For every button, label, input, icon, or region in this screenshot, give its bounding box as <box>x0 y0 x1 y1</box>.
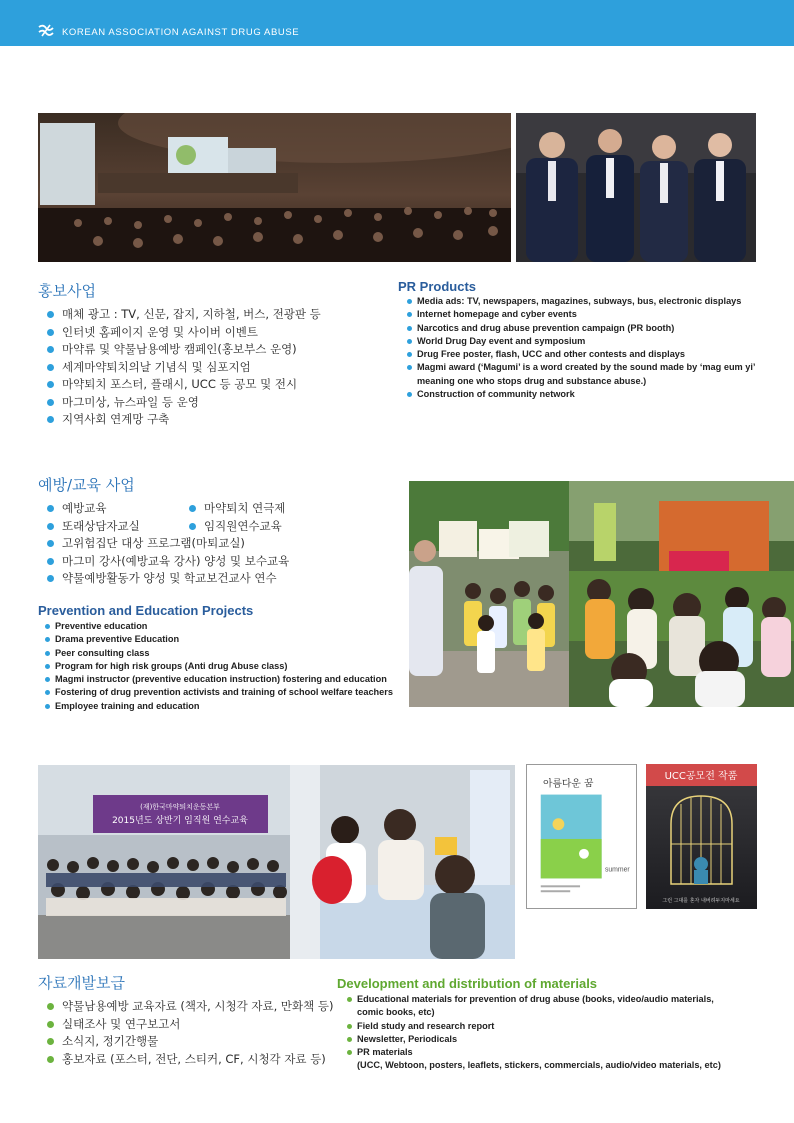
list-item: Drug Free poster, flash, UCC and other contests and displays <box>404 348 756 361</box>
list-item: Magmi instructor (preventive education instruction) fostering and education <box>42 673 393 686</box>
list-item: 홍보자료 (포스터, 전단, 스티커, CF, 시청각 자료 등) <box>42 1051 334 1069</box>
list-item: 약물예방활동가 양성 및 학교보건교사 연수 <box>42 570 289 588</box>
list-item: 또래상담자교실 <box>42 518 140 536</box>
list-item: Fostering of drug prevention activists and training of school welfare teachers <box>42 686 393 699</box>
list-item: PR materials <box>344 1046 721 1059</box>
list-item: World Drug Day event and symposium <box>404 335 756 348</box>
pr-title-en: PR Products <box>398 279 477 294</box>
list-item: 마그미상, 뉴스파일 등 운영 <box>42 394 321 412</box>
booklet-cover <box>526 764 637 909</box>
prevention-col1-ko <box>42 500 140 535</box>
pr-title-ko: 홍보사업 <box>38 282 96 300</box>
list-item: 실태조사 및 연구보고서 <box>42 1016 334 1034</box>
conference-photo <box>38 113 511 262</box>
header-title: KOREAN ASSOCIATION AGAINST DRUG ABUSE <box>62 27 300 38</box>
list-item: Employee training and education <box>42 700 393 713</box>
drama-photo <box>569 481 794 707</box>
list-item-continuation: meaning one who stops drug and substance abuse.) <box>417 375 647 386</box>
list-item: Narcotics and drug abuse prevention campaign (PR booth) <box>404 322 756 335</box>
list-item: Construction of community network <box>404 388 756 401</box>
ucc-poster <box>646 764 757 909</box>
list-item: 약물남용예방 교육자료 (책자, 시청각 자료, 만화책 등) <box>42 998 334 1016</box>
booklet-tag: summer <box>604 866 630 874</box>
list-item: 마그미 강사(예방교육 강사) 양성 및 보수교육 <box>42 553 289 571</box>
pr-list-en <box>404 295 756 401</box>
association-logo-icon <box>37 22 55 40</box>
prevention-title-en: Prevention and Education Projects <box>38 603 254 618</box>
training-photo <box>38 765 290 959</box>
prevention-col2-ko <box>184 500 285 535</box>
materials-title-en: Development and distribution of materials <box>337 976 598 991</box>
list-item: Media ads: TV, newspapers, magazines, subways, bus, electronic displays <box>404 295 756 308</box>
materials-list-ko <box>42 998 334 1068</box>
list-item: 마약퇴치 연극제 <box>184 500 285 518</box>
list-item: Peer consulting class <box>42 647 393 660</box>
prevention-list-en <box>42 620 393 713</box>
list-item: 매체 광고 : TV, 신문, 잡지, 지하철, 버스, 전광판 등 <box>42 306 321 324</box>
list-item: Drama preventive Education <box>42 633 393 646</box>
list-item: Internet homepage and cyber events <box>404 308 756 321</box>
banner-line2: 2015년도 상반기 임직원 연수교육 <box>112 816 248 826</box>
list-item: 세계마약퇴치의날 기념식 및 심포지엄 <box>42 359 321 377</box>
list-item: 마약류 및 약물남용예방 캠페인(홍보부스 운영) <box>42 341 321 359</box>
materials-list-en <box>344 993 721 1073</box>
header-bar <box>0 0 794 46</box>
list-item: 소식지, 정기간행물 <box>42 1033 334 1051</box>
list-item: Newsletter, Periodicals <box>344 1033 721 1046</box>
list-item: Field study and research report <box>344 1020 721 1033</box>
list-item: 지역사회 연계망 구축 <box>42 411 321 429</box>
prevention-list-ko <box>42 535 289 588</box>
list-item: Magmi award (‘Magumi’ is a word created by the sound made by ‘mag eum yi’ <box>404 361 756 374</box>
booth-photo <box>290 765 515 959</box>
list-item: Preventive education <box>42 620 393 633</box>
list-item-continuation: (UCC, Webtoon, posters, leaflets, stickers, commercials, audio/video materials, etc) <box>357 1060 721 1071</box>
ucc-caption: 그런 그대를 혼자 내버려두지마세요 <box>662 898 740 904</box>
list-item: Program for high risk groups (Anti drug Abuse class) <box>42 660 393 673</box>
booklet-title: 아름다운 꿈 <box>542 778 594 790</box>
pr-list-ko <box>42 306 321 429</box>
list-item: 고위험집단 대상 프로그램(마퇴교실) <box>42 535 289 553</box>
list-item: Educational materials for prevention of drug abuse (books, video/audio materials, comic books, etc) <box>344 993 721 1020</box>
list-item: 예방교육 <box>42 500 140 518</box>
banner-line1: (재)한국마약퇴치운동본부 <box>140 803 220 811</box>
ucc-title: UCC공모전 작품 <box>664 771 738 782</box>
list-item: 인터넷 홈페이지 운영 및 사이버 이벤트 <box>42 324 321 342</box>
list-item: 마약퇴치 포스터, 플래시, UCC 등 공모 및 전시 <box>42 376 321 394</box>
materials-title-ko: 자료개발보급 <box>38 974 125 992</box>
officials-photo <box>516 113 756 262</box>
list-item: 임직원연수교육 <box>184 518 285 536</box>
prevention-title-ko: 예방/교육 사업 <box>38 476 135 494</box>
campaign-photo <box>409 481 569 707</box>
